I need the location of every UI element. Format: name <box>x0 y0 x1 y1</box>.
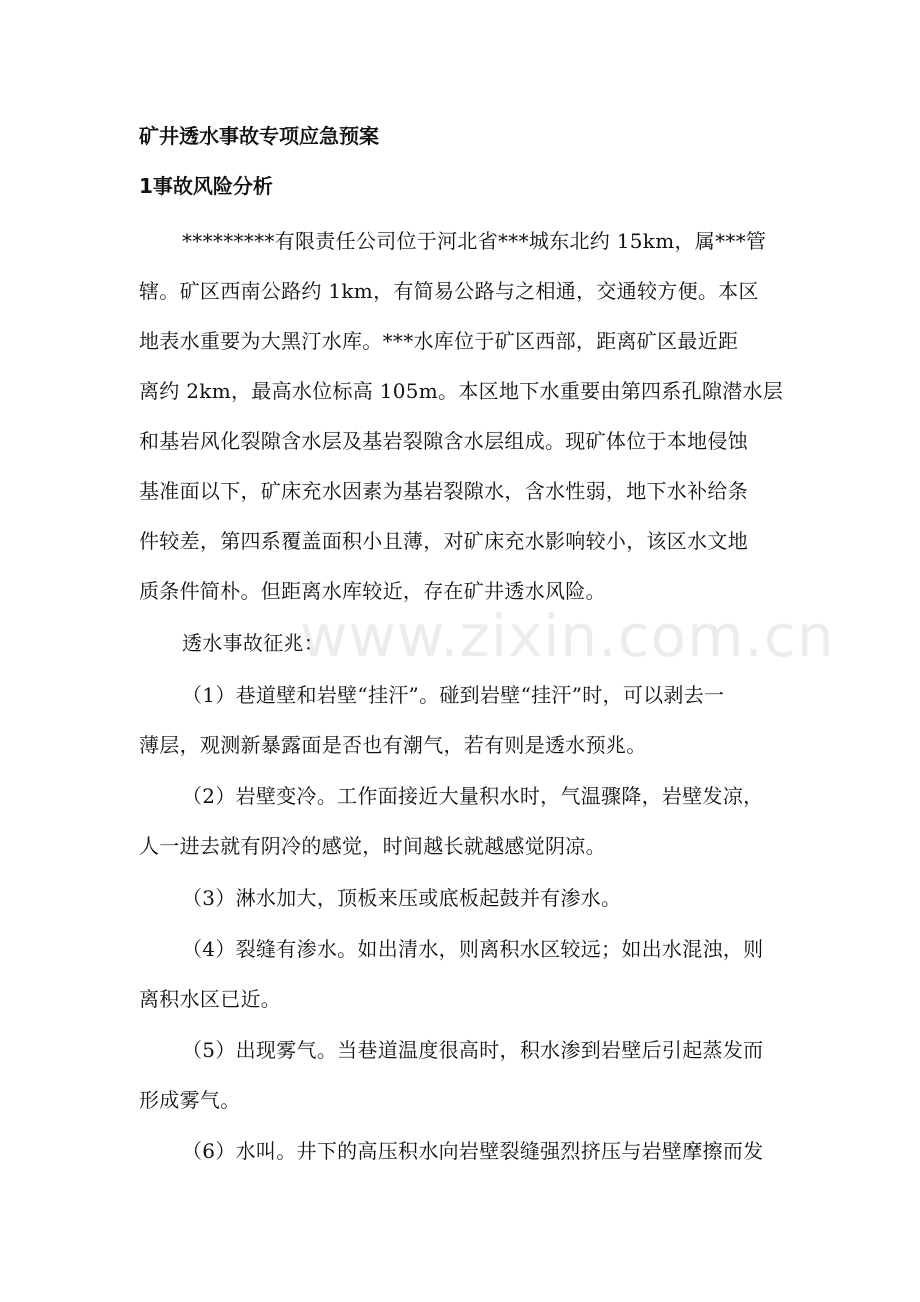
paragraph-line: 薄层，观测新暴露面是否也有潮气，若有则是透水预兆。 <box>139 733 647 757</box>
paragraph-line: 人一进去就有阴冷的感觉，时间越长就越感觉阴凉。 <box>139 834 606 858</box>
paragraph-line: 和基岩风化裂隙含水层及基岩裂隙含水层组成。现矿体位于本地侵蚀 <box>139 429 748 453</box>
paragraph-line: （4）裂缝有渗水。如出清水，则离积水区较远；如出水混浊，则 <box>182 937 764 961</box>
paragraph-line: *********有限责任公司位于河北省***城东北约 15km，属***管 <box>182 229 767 253</box>
section-heading: 1事故风险分析 <box>139 174 273 198</box>
paragraph-line: 件较差，第四系覆盖面积小且薄，对矿床充水影响较小，该区水文地 <box>139 529 748 553</box>
paragraph-line: 形成雾气。 <box>139 1088 241 1112</box>
paragraph-line: 透水事故征兆： <box>182 631 325 655</box>
paragraph-line: 辖。矿区西南公路约 1km，有简易公路与之相通，交通较方便。本区 <box>139 279 759 303</box>
document-title: 矿井透水事故专项应急预案 <box>139 124 379 148</box>
paragraph-line: 基准面以下，矿床充水因素为基岩裂隙水，含水性弱，地下水补给条 <box>139 479 748 503</box>
paragraph-line: （1）巷道壁和岩壁“挂汗”。碰到岩壁“挂汗”时，可以剥去一 <box>182 683 725 707</box>
paragraph-line: （3）淋水加大，顶板来压或底板起鼓并有渗水。 <box>182 886 622 910</box>
paragraph-line: 离积水区已近。 <box>139 987 282 1011</box>
paragraph-line: （5）出现雾气。当巷道温度很高时，积水渗到岩壁后引起蒸发而 <box>182 1038 764 1062</box>
watermark: www.zixin.com.cn <box>300 602 835 670</box>
paragraph-line: （2）岩壁变冷。工作面接近大量积水时，气温骤降，岩壁发凉， <box>182 784 764 808</box>
paragraph-line: 离约 2km，最高水位标高 105m。本区地下水重要由第四系孔隙潜水层 <box>139 379 784 403</box>
paragraph-line: 质条件简朴。但距离水库较近，存在矿井透水风险。 <box>139 579 606 603</box>
paragraph-line: 地表水重要为大黑汀水库。***水库位于矿区西部，距离矿区最近距 <box>139 329 739 353</box>
paragraph-line: （6）水叫。井下的高压积水向岩壁裂缝强烈挤压与岩壁摩擦而发 <box>182 1139 764 1163</box>
